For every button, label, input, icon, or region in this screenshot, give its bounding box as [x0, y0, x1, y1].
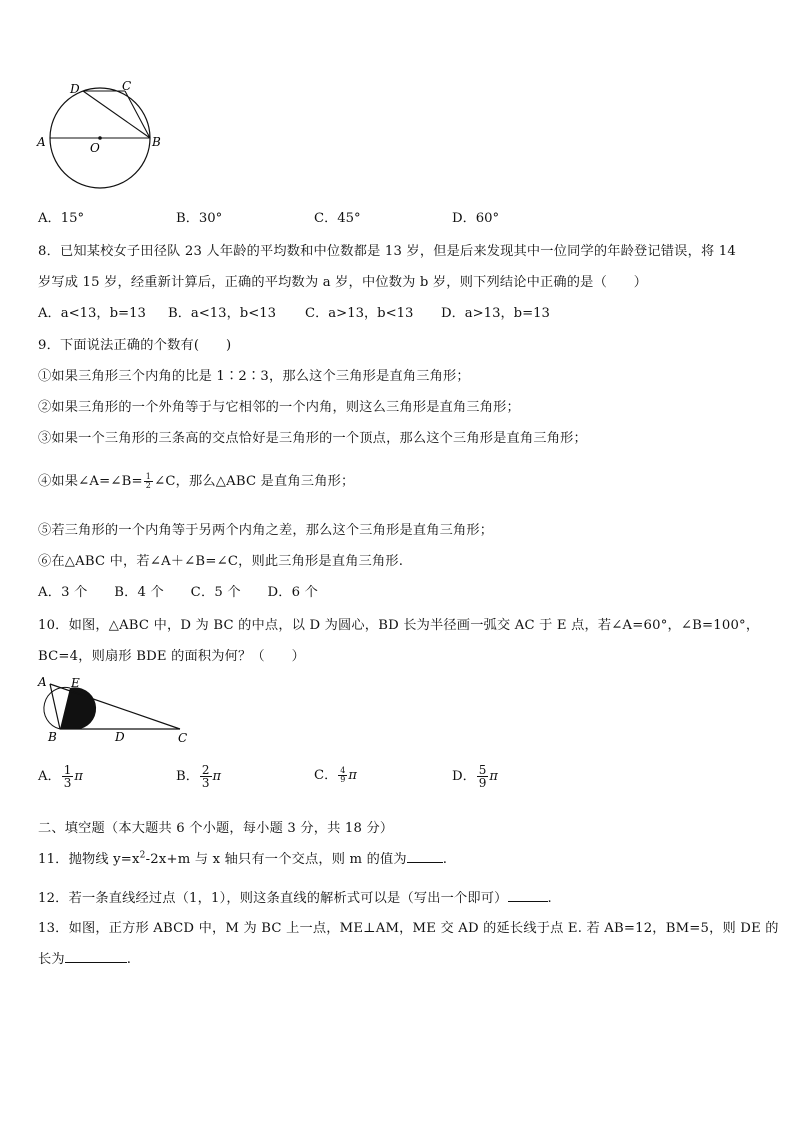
fraction-numerator: 5: [478, 763, 487, 777]
q13-prefix: 长为: [38, 952, 65, 967]
q7-option-b: B．30°: [176, 211, 223, 226]
label-C: C: [122, 79, 132, 93]
option-fraction: [62, 764, 74, 789]
q11-body: -2x+m 与 x 轴只有一个交点，则 m 的值为: [145, 852, 407, 867]
q9-s4-suffix: ∠C，那么△ABC 是直角三角形；: [154, 474, 355, 489]
option-letter: A．: [38, 769, 61, 784]
q9-s4-prefix: ④如果∠A=∠B=: [38, 474, 143, 489]
q9-options: A．3 个 B．4 个 C．5 个 D．6 个: [38, 585, 319, 600]
option-letter: B．: [176, 769, 199, 784]
q12: [38, 887, 552, 906]
label-O: O: [90, 141, 100, 155]
q10-option-d: [452, 764, 498, 789]
q9-statement-4: [38, 470, 354, 490]
fraction-denominator: 2: [145, 481, 152, 490]
fraction-numerator: 4: [340, 766, 346, 775]
answer-blank[interactable]: [407, 862, 443, 863]
q8-option-a: A．a<13，b=13: [38, 306, 146, 321]
q8-line2: 岁写成 15 岁，经重新计算后，正确的平均数为 a 岁，中位数为 b 岁，则下列结论中正确的是（ ）: [38, 275, 648, 290]
q7-option-a: A．15°: [38, 211, 85, 226]
q9-statement-1: ①如果三角形三个内角的比是 1∶2∶3，那么这个三角形是直角三角形；: [38, 369, 470, 384]
pi-symbol: π: [74, 769, 83, 784]
fraction-denominator: 3: [63, 776, 72, 790]
label-B: B: [152, 135, 161, 149]
q10-option-c: [314, 764, 357, 784]
section-heading: 二、填空题（本大题共 6 个小题，每小题 3 分，共 18 分）: [38, 821, 394, 836]
q13-line1: 13．如图，正方形 ABCD 中，M 为 BC 上一点，ME⊥AM，ME 交 AD 的延长线于点 E. 若 AB=12，BM=5，则 DE 的: [38, 921, 779, 936]
label-C: C: [178, 731, 188, 745]
q8-option-b: B．a<13，b<13: [168, 306, 277, 321]
option-fraction: [477, 764, 489, 789]
q9-statement-5: ⑤若三角形的一个内角等于另两个内角之差，那么这个三角形是直角三角形；: [38, 523, 494, 538]
q12-end: .: [547, 891, 552, 906]
answer-blank[interactable]: [508, 901, 548, 902]
pi-symbol: π: [348, 768, 357, 783]
q11-end: .: [442, 852, 448, 867]
q11-exponent: 2: [139, 850, 146, 861]
q12-body: 12．若一条直线经过点（1，1），则这条直线的解析式可以是（写出一个即可）: [38, 891, 508, 906]
pi-symbol: π: [489, 769, 498, 784]
fraction-numerator: 1: [145, 472, 152, 481]
answer-blank[interactable]: [65, 962, 127, 963]
circle-figure: [34, 76, 170, 196]
q8-option-c: C．a>13，b<13: [305, 306, 414, 321]
label-D: D: [70, 82, 80, 96]
option-letter: D．: [452, 769, 476, 784]
q9-statement-2: ②如果三角形的一个外角等于与它相邻的一个内角，则这么三角形是直角三角形；: [38, 400, 520, 415]
fraction-denominator: 3: [201, 776, 210, 790]
q7-option-c: C．45°: [314, 211, 361, 226]
q10-option-b: [176, 764, 221, 789]
fraction-denominator: 9: [340, 775, 346, 784]
label-B: B: [48, 730, 57, 744]
option-fraction: [200, 764, 212, 789]
q10-line1: 10．如图，△ABC 中，D 为 BC 的中点，以 D 为圆心，BD 长为半径画一弧交 AC 于 E 点，若∠A=60°，∠B=100°，: [38, 618, 760, 633]
fraction-denominator: 9: [478, 776, 487, 790]
fraction-numerator: 1: [63, 763, 72, 777]
q10-line2: BC=4，则扇形 BDE 的面积为何？（ ）: [38, 649, 305, 664]
label-A: A: [38, 675, 47, 689]
q9-s4-fraction: [144, 473, 153, 490]
q9-statement-6: ⑥在△ABC 中，若∠A＋∠B=∠C，则此三角形是直角三角形.: [38, 554, 404, 569]
q13-end: .: [126, 952, 132, 967]
pi-symbol: π: [212, 769, 222, 784]
option-fraction: [338, 767, 347, 784]
label-E: E: [71, 676, 80, 690]
q10-option-a: [38, 764, 83, 789]
q11-prefix: 11．抛物线 y=x: [38, 852, 140, 867]
q9-statement-3: ③如果一个三角形的三条高的交点恰好是三角形的一个顶点，那么这个三角形是直角三角形；: [38, 431, 587, 446]
option-letter: C．: [314, 768, 338, 783]
triangle-sector-figure: [34, 672, 194, 748]
fraction-numerator: 2: [201, 763, 210, 777]
q8-option-d: D．a>13，b=13: [441, 306, 550, 321]
q13-line2: [38, 948, 131, 967]
label-D: D: [115, 730, 125, 744]
q8-line1: 8．已知某校女子田径队 23 人年龄的平均数和中位数都是 13 岁，但是后来发现其中一位同学的年龄登记错误，将 14: [38, 244, 736, 259]
label-A: A: [37, 135, 46, 149]
q11: [38, 848, 447, 867]
q9-stem: 9．下面说法正确的个数有( ): [38, 338, 232, 353]
q7-option-d: D．60°: [452, 211, 500, 226]
